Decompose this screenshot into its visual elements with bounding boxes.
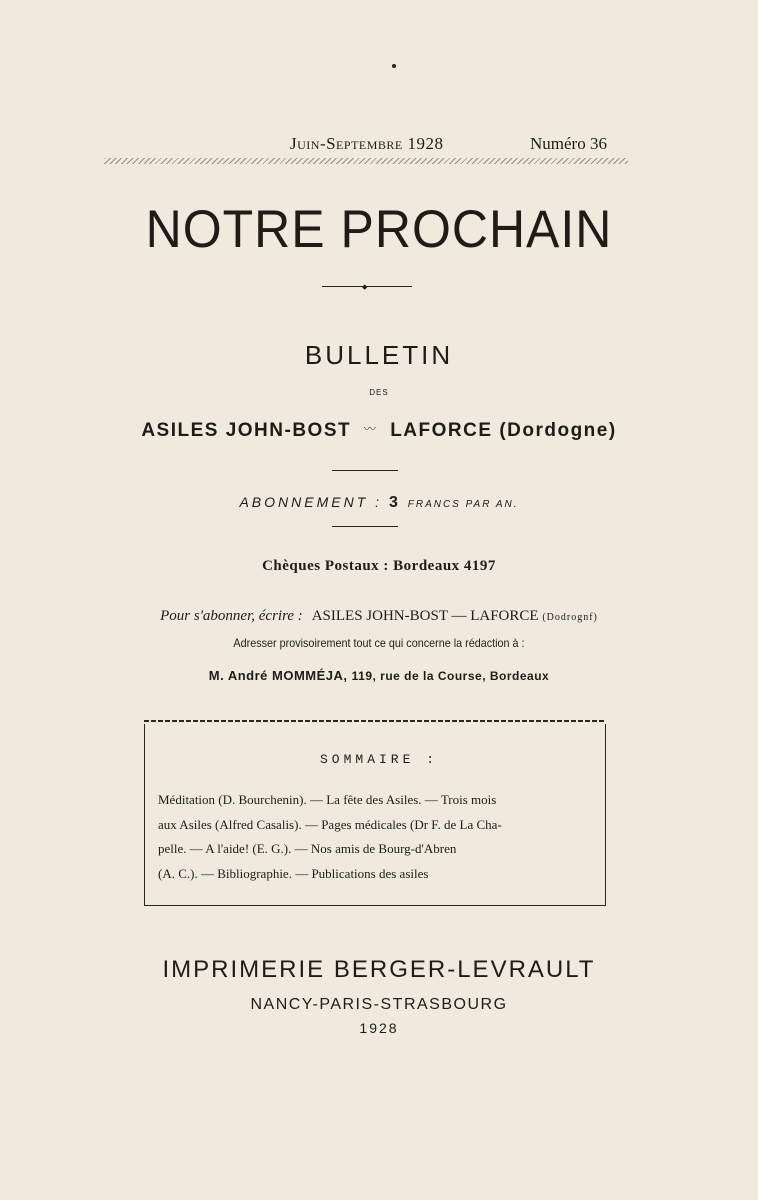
contents-heading: SOMMAIRE : [319,752,438,767]
contents-line: Méditation (D. Bourchenin). — La fête des Asiles. — Trois mois [158,792,497,807]
institution-line [0,420,758,442]
institution-separator: 〰 [363,422,378,436]
editorial-note: Adresser provisoirement tout ce qui concerne la rédaction à : [233,636,525,650]
postal-cheques: Chèques Postaux : Bordeaux 4197 [262,558,496,574]
contents-text [158,788,578,886]
ornament-dot: ◆ [362,283,368,291]
contents-box-top-rule [144,720,606,722]
subscription-amount: 3 [388,494,401,511]
institution-name: ASILES JOHN-BOST [141,420,352,441]
subscribe-line [0,608,758,625]
subscribe-region: (Dodrognf) [542,612,598,623]
editor-line [0,668,758,683]
subscribe-lead: Pour s'abonner, écrire : [160,608,303,624]
issue-number: Numéro 36 [530,134,607,153]
des-label: DES [369,388,389,397]
print-dot [392,64,396,68]
institution-place: LAFORCE [390,420,493,441]
bulletin-heading: BULLETIN [304,340,454,370]
subscription-label: ABONNEMENT : [239,494,383,510]
print-year: 1928 [359,1020,399,1036]
editor-name: M. André MOMMÉJA, [208,668,348,683]
subscribe-address: ASILES JOHN-BOST — LAFORCE [311,608,539,624]
wavy-rule [104,158,628,164]
subscription-line [0,494,758,512]
contents-line: pelle. — A l'aide! (E. G.). — Nos amis de Bourg-d'Abren [158,841,457,856]
editor-address: 119, rue de la Course, Bordeaux [351,669,550,683]
divider-rule [332,470,398,471]
institution-region: (Dordogne) [499,420,617,441]
divider-rule [332,526,398,527]
subscription-unit: FRANCS PAR AN. [407,499,519,510]
issue-date: Juin-Septembre 1928 [290,134,444,153]
contents-line: aux Asiles (Alfred Casalis). — Pages médicales (Dr F. de La Cha- [158,816,502,832]
contents-line: (A. C.). — Bibliographie. — Publications des asiles [158,865,429,881]
printer-name: IMPRIMERIE BERGER-LEVRAULT [162,956,596,983]
printer-cities: NANCY-PARIS-STRASBOURG [250,996,508,1013]
publication-title: NOTRE PROCHAIN [145,199,613,259]
